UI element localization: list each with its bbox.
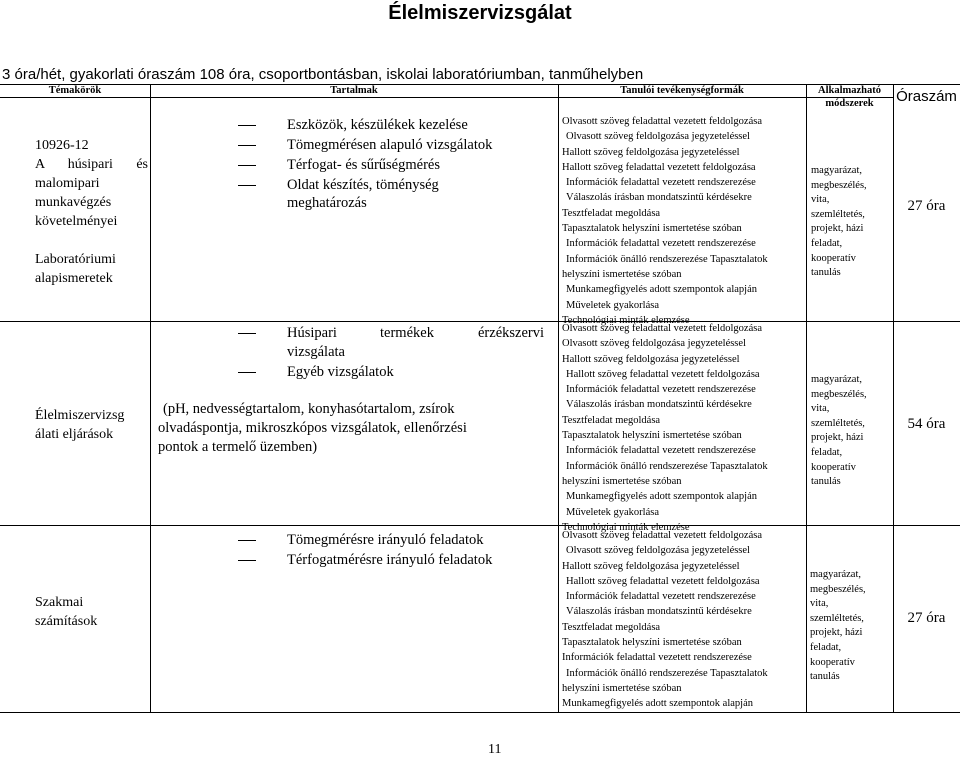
method-item: tanulás — [810, 671, 840, 683]
bullet-dash — [238, 540, 256, 541]
activities-list — [562, 321, 768, 535]
activity-item: Technológiai minták elemzése — [562, 314, 690, 326]
activity-item: Munkamegfigyelés adott szempontok alapján — [566, 284, 757, 296]
activity-item: Hallott szöveg feladattal vezetett feldolgozása — [562, 161, 756, 173]
topic-line: munkavégzés — [35, 195, 112, 210]
activity-item: Technológiai minták elemzése — [562, 521, 690, 533]
topic-line: követelményei — [35, 214, 118, 229]
row1-topic — [35, 136, 148, 288]
row2-topic — [35, 406, 148, 444]
method-item: vita, — [811, 194, 830, 206]
topic-line: Élelmiszervizsg — [35, 408, 125, 423]
table-bottom-border — [0, 712, 960, 713]
method-item: feladat, — [811, 446, 843, 458]
header-tevekenysegformak: Tanulói tevékenységformák — [620, 85, 744, 96]
activity-item: Információk feladattal vezetett rendszerezése — [566, 177, 756, 189]
activity-item: Hallott szöveg feldolgozása jegyzeteléssel — [562, 560, 740, 572]
content-item: érzékszervi — [478, 325, 545, 341]
method-item: projekt, házi — [810, 627, 863, 639]
activity-item: Információk önálló rendszerezése Tapasztalatok — [566, 667, 768, 679]
method-item: megbeszélés, — [811, 388, 867, 400]
row1-bottom-border — [0, 321, 960, 322]
method-item: kooperatív — [811, 461, 856, 473]
activity-item: Olvasott szöveg feldolgozása jegyzeteléssel — [566, 545, 750, 557]
methods-list — [811, 164, 867, 281]
header-tartalmak: Tartalmak — [330, 85, 378, 96]
topic-line: számítások — [35, 614, 98, 629]
methods-list — [811, 373, 867, 490]
method-item: megbeszélés, — [811, 179, 867, 191]
method-item: tanulás — [811, 476, 841, 488]
activity-item: Olvasott szöveg feladattal vezetett feldolgozása — [562, 323, 762, 334]
activity-item: Olvasott szöveg feldolgozása jegyzeteléssel — [562, 338, 746, 350]
page-number: 11 — [488, 742, 502, 757]
row3-topic — [35, 593, 148, 631]
activity-item: helyszíni ismertetése szóban — [562, 268, 682, 280]
method-item: vita, — [810, 598, 829, 610]
bullet-dash — [238, 185, 256, 186]
method-item: szemléltetés, — [810, 612, 864, 624]
topic-line: A húsipari és — [35, 157, 148, 172]
method-item: szemléltetés, — [811, 208, 865, 220]
bullet-dash — [238, 372, 256, 373]
content-item: Térfogatmérésre irányuló feladatok — [287, 552, 493, 568]
method-item: magyarázat, — [810, 569, 862, 580]
activity-item: Tapasztalatok helyszíni ismertetése szóban — [562, 430, 742, 442]
hours-cell: 27 óra — [907, 198, 946, 214]
activity-item: Műveletek gyakorlása — [566, 299, 660, 311]
activities-list — [562, 528, 768, 712]
activity-item: Tapasztalatok helyszíni ismertetése szóban — [562, 223, 742, 235]
hours-cell: 27 óra — [907, 610, 946, 626]
activity-item: Információk feladattal vezetett rendszerezése — [566, 591, 756, 603]
bullet-dash — [238, 145, 256, 146]
activity-item: Olvasott szöveg feladattal vezetett feldolgozása — [562, 116, 762, 127]
content-item: Tömegmérésen alapuló vizsgálatok — [287, 137, 493, 153]
activity-item: Munkamegfigyelés adott szempontok alapján — [562, 698, 753, 710]
activity-item: Hallott szöveg feldolgozása jegyzeteléssel — [562, 146, 740, 158]
activity-item: Információk önálló rendszerezése Tapasztalatok — [566, 253, 768, 265]
content-item: Eszközök, készülékek kezelése — [287, 117, 468, 133]
content-item: termékek — [380, 325, 434, 341]
topic-line: alapismeretek — [35, 271, 113, 286]
topic-line: malomipari — [35, 176, 100, 191]
header-modszerek-2: módszerek — [825, 98, 874, 109]
activity-item: helyszíni ismertetése szóban — [562, 682, 682, 694]
topic-line: álati eljárások — [35, 427, 114, 442]
method-item: vita, — [811, 403, 830, 415]
header-bottom-border — [0, 97, 893, 98]
method-item: magyarázat, — [811, 374, 863, 385]
activity-item: Információk feladattal vezetett rendszerezése — [562, 652, 752, 664]
method-item: tanulás — [811, 267, 841, 279]
content-item: Tömegmérésre irányuló feladatok — [287, 532, 484, 548]
col-divider-1 — [150, 84, 151, 712]
activity-item: Információk feladattal vezetett rendszerezése — [566, 445, 756, 457]
bullet-dash — [238, 560, 256, 561]
method-item: kooperatív — [810, 656, 855, 668]
topic-line: Laboratóriumi — [35, 252, 116, 267]
activity-item: Hallott szöveg feladattal vezetett feldolgozása — [566, 368, 760, 380]
activities-list — [562, 114, 768, 328]
activity-item: Tesztfeladat megoldása — [562, 621, 661, 633]
activity-item: Olvasott szöveg feladattal vezetett feldolgozása — [562, 530, 762, 541]
bullet-dash — [238, 125, 256, 126]
activity-item: Válaszolás írásban mondatszintű kérdésekre — [566, 192, 752, 204]
activity-item: Tesztfeladat megoldása — [562, 207, 661, 219]
content-paren-line: olvadáspontja, mikroszkópos vizsgálatok, ellenőrzési — [158, 420, 467, 436]
method-item: magyarázat, — [811, 165, 863, 176]
activity-item: Információk önálló rendszerezése Tapasztalatok — [566, 460, 768, 472]
method-item: megbeszélés, — [810, 583, 866, 595]
activity-item: Tapasztalatok helyszíni ismertetése szóban — [562, 637, 742, 649]
method-item: projekt, házi — [811, 432, 864, 444]
activity-item: Válaszolás írásban mondatszintű kérdésekre — [566, 606, 752, 618]
header-oraszam: Óraszám — [896, 88, 957, 105]
activity-item: Olvasott szöveg feldolgozása jegyzeteléssel — [566, 131, 750, 143]
methods-list — [810, 568, 866, 685]
content-item: Oldat készítés, töménység — [287, 177, 439, 193]
activity-item: Válaszolás írásban mondatszintű kérdésekre — [566, 399, 752, 411]
activity-item: Információk feladattal vezetett rendszerezése — [566, 238, 756, 250]
content-item-cont: meghatározás — [287, 195, 367, 211]
col-divider-3 — [806, 84, 807, 712]
content-item: Egyéb vizsgálatok — [287, 364, 394, 380]
content-item: Térfogat- és sűrűségmérés — [287, 157, 440, 173]
content-paren-line: pontok a termelő üzemben) — [158, 439, 318, 455]
activity-item: helyszíni ismertetése szóban — [562, 475, 682, 487]
content-item-cont: vizsgálata — [287, 344, 345, 360]
method-item: feladat, — [810, 641, 842, 653]
header-temakorok: Témakörök — [48, 85, 102, 96]
course-subtitle: 3 óra/hét, gyakorlati óraszám 108 óra, csoportbontásban, iskolai laboratóriumban, tanműhelyben — [2, 66, 644, 83]
hours-cell: 54 óra — [907, 416, 946, 432]
header-modszerek-1: Alkalmazható — [818, 85, 881, 96]
topic-line: Szakmai — [35, 595, 84, 610]
content-paren-line: (pH, nedvességtartalom, konyhasótartalom, zsírok — [163, 401, 455, 417]
activity-item: Tesztfeladat megoldása — [562, 414, 661, 426]
activity-item: Információk feladattal vezetett rendszerezése — [566, 384, 756, 396]
method-item: kooperatív — [811, 252, 856, 264]
bullet-dash — [238, 333, 256, 334]
row2-bottom-border — [0, 525, 960, 526]
topic-code: 10926-12 — [35, 138, 89, 153]
activity-item: Hallott szöveg feladattal vezetett feldolgozása — [566, 575, 760, 587]
bullet-dash — [238, 165, 256, 166]
activity-item: Műveletek gyakorlása — [566, 506, 660, 518]
page-title: Élelmiszervizsgálat — [388, 2, 572, 24]
content-item: Húsipari — [287, 325, 337, 341]
col-divider-2 — [558, 84, 559, 712]
activity-item: Munkamegfigyelés adott szempontok alapján — [566, 491, 757, 503]
activity-item: Hallott szöveg feldolgozása jegyzeteléssel — [562, 353, 740, 365]
method-item: projekt, házi — [811, 223, 864, 235]
method-item: szemléltetés, — [811, 417, 865, 429]
method-item: feladat, — [811, 237, 843, 249]
